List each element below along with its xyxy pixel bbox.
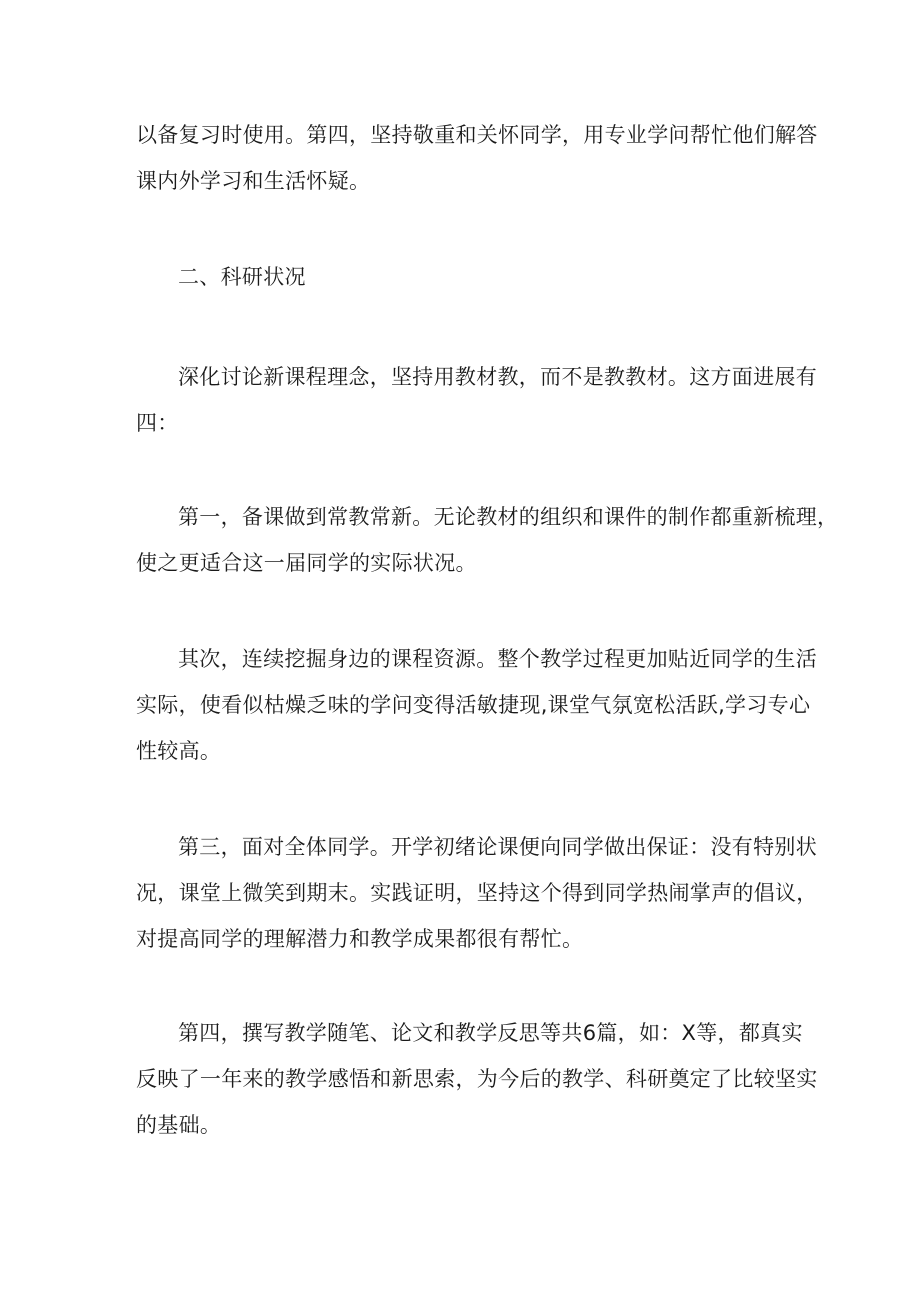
text-line: 实际，使看似枯燥乏味的学问变得活敏捷现,课堂气氛宽松活跃,学习专心 [136,693,811,717]
paragraph-second-point [136,636,817,774]
text-line: 性较高。 [136,739,222,763]
text-line: 课内外学习和生活怀疑。 [136,169,371,193]
text-line: 第一，备课做到常教常新。无论教材的组织和课件的制作都重新梳理， [178,505,839,529]
text-line: 第三，面对全体同学。开学初绪论课便向同学做出保证：没有特别状 [178,835,817,859]
text-line: 第四，撰写教学随笔、论文和教学反思等共6篇，如：X等，都真实 [178,1021,803,1045]
text-line: 况，课堂上微笑到期末。实践证明，坚持这个得到同学热闹掌声的倡议， [136,881,818,905]
section-heading [178,254,838,300]
text-line: 以备复习时使用。第四，坚持敬重和关怀同学，用专业学问帮忙他们解答 [136,123,818,147]
paragraph-continuation [136,112,818,204]
paragraph-third-point [136,824,818,962]
heading-text: 二、科研状况 [178,265,306,289]
paragraph-intro [136,354,817,446]
text-line: 四： [136,411,179,435]
text-line: 反映了一年来的教学感悟和新思索，为今后的教学、科研奠定了比较坚实 [136,1067,818,1091]
text-line: 使之更适合这一届同学的实际状况。 [136,551,477,575]
text-line: 对提高同学的理解潜力和教学成果都很有帮忙。 [136,927,584,951]
text-line: 的基础。 [136,1113,222,1137]
text-line: 其次，连续挖掘身边的课程资源。整个教学过程更加贴近同学的生活 [178,647,817,671]
text-line: 深化讨论新课程理念，坚持用教材教，而不是教教材。这方面进展有 [178,365,817,389]
paragraph-fourth-point [136,1010,818,1148]
paragraph-first-point [136,494,839,586]
